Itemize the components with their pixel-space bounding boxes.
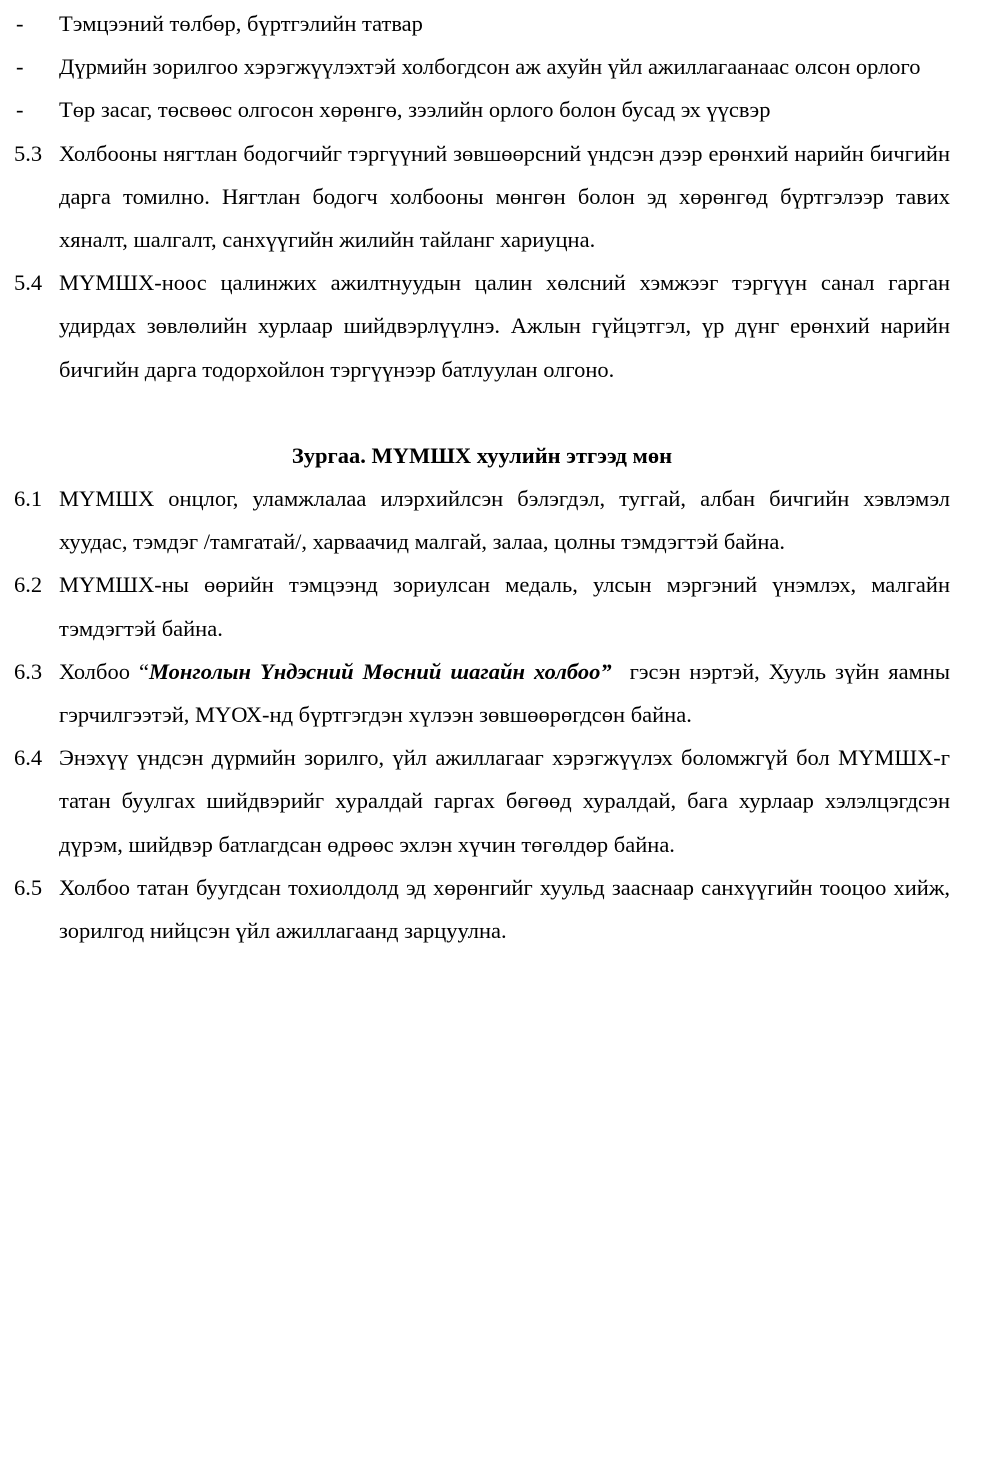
clause-5-4: [0, 261, 950, 391]
clause-text: МҮМШХ-ны өөрийн тэмцээнд зориулсан медаль, улсын мэргэний үнэмлэх, малгайн тэмдэгтэй байна.: [59, 572, 950, 641]
clause-6-2: [0, 563, 950, 649]
list-dash: -: [16, 97, 24, 123]
list-item-text: Дүрмийн зорилгоо хэрэгжүүлэхтэй холбогдсон аж ахуйн үйл ажиллагаанаас олсон орлого: [59, 54, 921, 80]
clause-number: 5.3: [14, 140, 43, 166]
clause-6-1: [0, 477, 950, 563]
list-item: [0, 88, 950, 131]
clause-text: Энэхүү үндсэн дүрмийн зорилго, үйл ажиллагааг хэрэгжүүлэх боломжгүй бол МҮМШХ-г татан буулгах шийдвэрийг хуралдай гаргах бөгөөд хуралдай, бага хурлаар хэлэлцэгдсэн дүрэм, шийдвэр батлагдсан өдрөөс эхлэн хүчин төгөлдөр байна.: [59, 745, 950, 857]
clause-text: МҮМШХ-ноос цалинжих ажилтнуудын цалин хөлсний хэмжээг тэргүүн санал гарган удирдах зөвлөлийн хурлаар шийдвэрлүүлнэ. Ажлын гүйцэтгэл, үр дүнг ерөнхий нарийн бичгийн дарга тодорхойлон тэргүүнээр батлуулан олгоно.: [59, 270, 950, 382]
clause-number: 6.4: [14, 745, 43, 771]
clause-text: МҮМШХ онцлог, уламжлалаа илэрхийлсэн бэлэгдэл, туггай, албан бичгийн хэвлэмэл хуудас, тэмдэг /тамгатай/, харваачид малгай, залаа, цолны тэмдэгтэй байна.: [59, 486, 950, 555]
clause-number: 6.2: [14, 572, 43, 598]
list-item: [0, 45, 950, 88]
list-item: [0, 2, 950, 45]
list-item-text: Тэмцээний төлбөр, бүртгэлийн татвар: [59, 11, 423, 36]
clause-text: Холбооны нягтлан бодогчийг тэргүүний зөвшөөрсний үндсэн дээр ерөнхий нарийн бичгийн дарга томилно. Нягтлан бодогч холбооны мөнгөн болон эд хөрөнгөд бүртгэлээр тавих хяналт, шалгалт, санхүүгийн жилийн тайланг хариуцна.: [59, 140, 950, 253]
list-dash: -: [16, 54, 24, 80]
clause-6-4: [0, 736, 950, 866]
clause-number: 6.5: [14, 874, 43, 900]
clause-5-3: [0, 132, 950, 262]
clause-6-5: [0, 866, 962, 952]
clause-text: Холбоо татан буугдсан тохиолдолд эд хөрөнгийг хуульд зааснаар санхүүгийн тооцоо хийж, зорилгод нийцсэн үйл ажиллагаанд зарцуулна.: [59, 874, 962, 944]
clause-number: 5.4: [14, 270, 43, 296]
section-heading: Зургаа. МҮМШХ хуулийн этгээд мөн: [291, 442, 673, 468]
clause-text-end: гэсэн нэртэй, Хууль зүйн яамны гэрчилгээтэй, МҮОХ-нд бүртгэгдэн хүлээн зөвшөөрөгдсөн байна.: [59, 658, 956, 728]
organization-name: Монголын Үндэсний Мөсний шагайн холбоо”: [148, 658, 612, 684]
clause-number: 6.3: [14, 658, 43, 684]
clause-number: 6.1: [14, 486, 43, 512]
list-dash: -: [16, 11, 24, 36]
clause-6-3: [0, 650, 956, 736]
clause-text-start: Холбоо “: [59, 658, 149, 684]
list-item-text: Төр засаг, төсвөөс олгосон хөрөнгө, зээлийн орлого болон бусад эх үүсвэр: [59, 97, 771, 123]
